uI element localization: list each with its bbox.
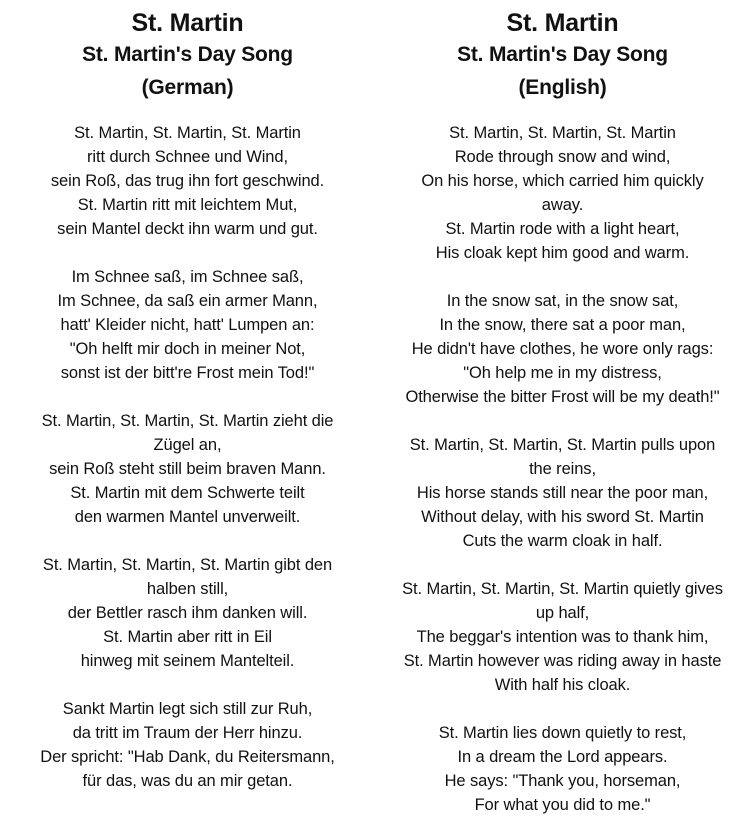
lyric-line: St. Martin aber ritt in Eil — [103, 628, 272, 646]
lyrics-column-english — [375, 8, 750, 817]
language-label-english: (English) — [518, 76, 607, 99]
page-subtitle-german: St. Martin's Day Song — [82, 43, 293, 66]
lyric-line: Sankt Martin legt sich still zur Ruh, — [62, 700, 313, 718]
lyric-line: St. Martin mit dem Schwerte teilt — [70, 484, 305, 502]
lyric-line: He didn't have clothes, he wore only rags: — [411, 340, 714, 358]
verse — [26, 409, 349, 529]
lyric-line: In the snow sat, in the snow sat, — [446, 292, 679, 310]
verse — [26, 553, 349, 673]
lyric-line: "Oh help me in my distress, — [463, 364, 662, 382]
lyric-line: In a dream the Lord appears. — [457, 748, 668, 766]
lyric-line: On his horse, which carried him quickly away. — [421, 172, 709, 214]
lyric-line: Im Schnee, da saß ein armer Mann, — [57, 292, 318, 310]
lyric-line: St. Martin, St. Martin, St. Martin — [74, 124, 301, 142]
lyric-line: sein Mantel deckt ihn warm und gut. — [57, 220, 318, 238]
verse — [26, 265, 349, 385]
lyric-line: Cuts the warm cloak in half. — [462, 532, 663, 550]
lyric-line: sonst ist der bitt're Frost mein Tod!" — [60, 364, 315, 382]
lyric-line: St. Martin, St. Martin, St. Martin zieht die Zügel an, — [41, 412, 338, 454]
page-title-english: St. Martin — [506, 9, 619, 37]
lyric-line: In the snow, there sat a poor man, — [439, 316, 686, 334]
lyric-line: The beggar's intention was to thank him, — [416, 628, 709, 646]
lyric-line: "Oh helft mir doch in meiner Not, — [69, 340, 306, 358]
verse — [401, 121, 724, 265]
lyric-line: der Bettler rasch ihm danken will. — [67, 604, 308, 622]
verse — [401, 433, 724, 553]
verse — [26, 697, 349, 793]
lyric-line: den warmen Mantel unverweilt. — [74, 508, 301, 526]
lyric-line: St. Martin ritt mit leichtem Mut, — [77, 196, 298, 214]
verse — [401, 577, 728, 697]
page-title-german: St. Martin — [131, 9, 244, 37]
lyric-line: für das, was du an mir getan. — [82, 772, 293, 790]
verse-list-english — [401, 121, 728, 817]
lyric-line: Im Schnee saß, im Schnee saß, — [71, 268, 304, 286]
lyric-line: Rode through snow and wind, — [454, 148, 671, 166]
lyric-line: St. Martin, St. Martin, St. Martin quietly gives up half, — [402, 580, 728, 622]
lyric-line: St. Martin rode with a light heart, — [445, 220, 680, 238]
verse — [401, 289, 724, 409]
language-label-german: (German) — [141, 76, 234, 99]
verse-list-german — [26, 121, 349, 793]
lyric-line: Der spricht: "Hab Dank, du Reitersmann, — [40, 748, 335, 766]
page-subtitle-english: St. Martin's Day Song — [457, 43, 668, 66]
lyric-line: sein Roß, das trug ihn fort geschwind. — [50, 172, 325, 190]
verse — [26, 121, 349, 241]
verse — [401, 721, 724, 817]
lyric-line: sein Roß steht still beim braven Mann. — [49, 460, 326, 478]
lyric-line: He says: "Thank you, horseman, — [444, 772, 681, 790]
lyric-line: hinweg mit seinem Mantelteil. — [80, 652, 295, 670]
lyrics-column-german — [0, 8, 375, 793]
lyric-line: hatt' Kleider nicht, hatt' Lumpen an: — [60, 316, 315, 334]
lyric-line: For what you did to me." — [474, 796, 651, 814]
lyric-line: With half his cloak. — [494, 676, 631, 694]
lyric-line: His cloak kept him good and warm. — [435, 244, 690, 262]
lyric-line: His horse stands still near the poor man, — [416, 484, 709, 502]
lyric-line: da tritt im Traum der Herr hinzu. — [72, 724, 303, 742]
lyric-line: Otherwise the bitter Frost will be my death!" — [405, 388, 720, 406]
lyric-line: St. Martin lies down quietly to rest, — [438, 724, 687, 742]
lyric-line: St. Martin, St. Martin, St. Martin pulls upon the reins, — [409, 436, 720, 478]
lyric-line: St. Martin, St. Martin, St. Martin — [449, 124, 676, 142]
lyric-line: Without delay, with his sword St. Martin — [421, 508, 704, 526]
lyric-line: ritt durch Schnee und Wind, — [87, 148, 288, 166]
lyric-line: St. Martin however was riding away in haste — [403, 652, 722, 670]
lyric-line: St. Martin, St. Martin, St. Martin gibt den halben still, — [42, 556, 337, 598]
